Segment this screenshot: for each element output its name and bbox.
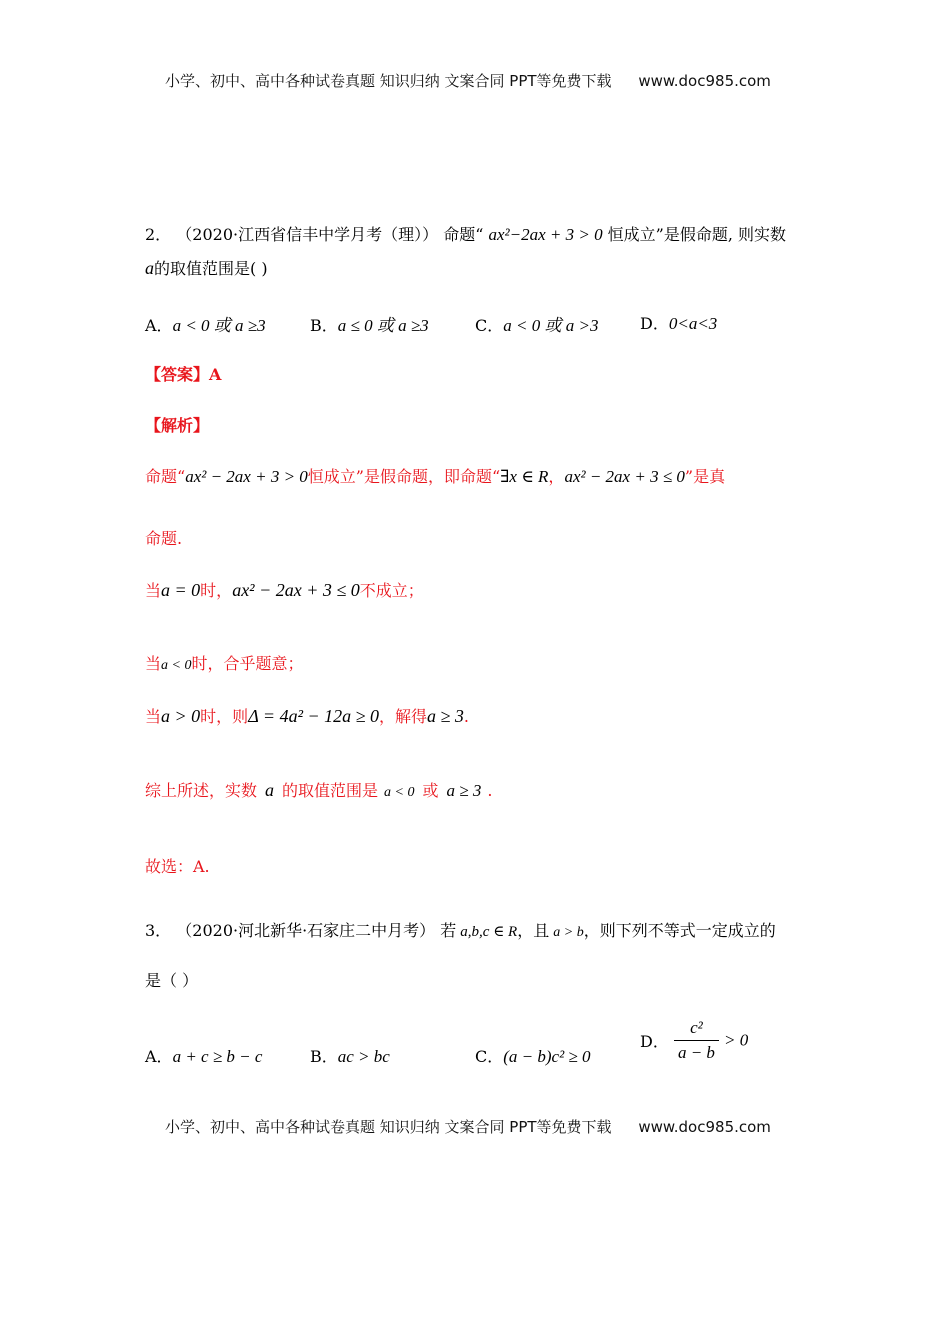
q3-source: （2020·河北新华·石家庄二中月考） xyxy=(176,921,436,940)
math: a ≥ 3 xyxy=(446,781,482,800)
fraction xyxy=(674,1018,719,1063)
math: a < 0 xyxy=(161,658,192,673)
math: ax² − 2ax + 3 > 0 xyxy=(185,467,308,486)
text: 命题“ xyxy=(145,467,186,486)
text: 若 xyxy=(440,921,457,940)
text: ”是真 xyxy=(684,467,726,486)
math: a > 0 xyxy=(161,706,201,726)
math: a = 0 xyxy=(161,580,201,600)
option-text: a + c ≥ b − c xyxy=(172,1047,263,1066)
analysis-line-3 xyxy=(145,578,424,601)
q2-number: 2． xyxy=(145,225,172,244)
text: 当 xyxy=(145,707,162,726)
option-text: (a − b)c² ≥ 0 xyxy=(503,1047,591,1066)
option-label: D． xyxy=(640,314,669,333)
math: a xyxy=(265,780,275,800)
q2-var-a: a xyxy=(145,258,154,278)
math: a < 0 xyxy=(384,785,415,800)
option-label: A． xyxy=(145,316,173,335)
q3-stem-line2: 是（ ） xyxy=(145,971,199,990)
option-text: 0<a<3 xyxy=(668,314,718,333)
text: 综上所述，实数 xyxy=(145,781,258,800)
text: . xyxy=(487,781,493,800)
q2-answer: 【答案】A xyxy=(145,365,222,384)
math: a ≥ 3 xyxy=(427,706,464,726)
math: a > b xyxy=(553,925,584,940)
q2-stem xyxy=(145,222,786,245)
header-text: 小学、初中、高中各种试卷真题 知识归纳 文案合同 PPT等免费下载 xyxy=(165,72,612,90)
footer-site-link[interactable]: www.doc985.com xyxy=(638,1118,771,1136)
text: ，且 xyxy=(517,921,550,940)
math: ax² − 2ax + 3 ≤ 0 xyxy=(564,467,685,486)
text: 时，则 xyxy=(200,707,249,726)
option-text: ac > bc xyxy=(337,1047,390,1066)
text: 时，合乎题意； xyxy=(191,654,304,673)
q2-analysis-label: 【解析】 xyxy=(145,416,210,435)
analysis-line-5 xyxy=(145,704,469,727)
text: 当 xyxy=(145,654,162,673)
numerator: c² xyxy=(674,1018,719,1041)
analysis-line-6 xyxy=(145,778,492,801)
q2-stem-pre: 命题“ xyxy=(443,225,484,244)
q3-number: 3． xyxy=(145,921,172,940)
math: a,b,c ∈ R xyxy=(460,924,518,940)
text: ，则下列不等式一定成立的 xyxy=(583,921,776,940)
option-label: B． xyxy=(310,1047,338,1066)
option-tail: > 0 xyxy=(724,1030,749,1050)
q2-option-d[interactable] xyxy=(640,311,717,334)
text: 或 xyxy=(422,781,439,800)
q2-source: （2020·江西省信丰中学月考（理）） xyxy=(176,225,439,244)
q2-stem-post: 恒成立”是假命题, 则实数 xyxy=(607,225,787,244)
q2-line2-text: 的取值范围是( ) xyxy=(154,259,268,278)
q3-option-c[interactable] xyxy=(475,1044,591,1067)
text: ，解得 xyxy=(379,707,428,726)
math: ax² − 2ax + 3 ≤ 0 xyxy=(232,580,360,600)
text: ， xyxy=(548,467,565,486)
option-text: a < 0 或 a >3 xyxy=(503,316,599,335)
option-label: C． xyxy=(475,1047,504,1066)
q3-option-a[interactable] xyxy=(145,1044,262,1067)
analysis-line-7: 故选：A. xyxy=(145,857,210,876)
option-text: a < 0 或 a ≥3 xyxy=(172,316,266,335)
option-label: B． xyxy=(310,316,338,335)
analysis-line-4 xyxy=(145,651,303,674)
text: 当 xyxy=(145,581,162,600)
q2-option-a[interactable] xyxy=(145,311,266,336)
page-header xyxy=(165,70,771,91)
q2-stem-math: ax²−2ax + 3 > 0 xyxy=(488,225,603,244)
header-site-link[interactable]: www.doc985.com xyxy=(638,72,771,90)
option-text: a ≤ 0 或 a ≥3 xyxy=(337,316,429,335)
text: 时， xyxy=(200,581,233,600)
q2-option-c[interactable] xyxy=(475,311,598,336)
analysis-line-2: 命题. xyxy=(145,529,183,548)
analysis-line-1 xyxy=(145,464,725,487)
text: 恒成立”是假命题，即命题“ xyxy=(307,467,501,486)
q2-stem-line2 xyxy=(145,256,268,279)
option-label: D． xyxy=(640,1032,669,1051)
text: 不成立； xyxy=(359,581,424,600)
math: Δ = 4a² − 12a ≥ 0 xyxy=(248,706,379,726)
q2-option-b[interactable] xyxy=(310,311,429,336)
q3-option-b[interactable] xyxy=(310,1044,390,1067)
denominator: a − b xyxy=(677,1043,715,1062)
page-footer xyxy=(165,1116,771,1137)
option-label: A． xyxy=(145,1047,173,1066)
text: . xyxy=(463,707,469,726)
math: ∃x ∈ R xyxy=(500,467,549,486)
option-label: C． xyxy=(475,316,504,335)
text: 的取值范围是 xyxy=(282,781,379,800)
q3-option-d[interactable] xyxy=(640,1018,748,1063)
footer-text: 小学、初中、高中各种试卷真题 知识归纳 文案合同 PPT等免费下载 xyxy=(165,1118,612,1136)
q3-stem xyxy=(145,918,776,941)
